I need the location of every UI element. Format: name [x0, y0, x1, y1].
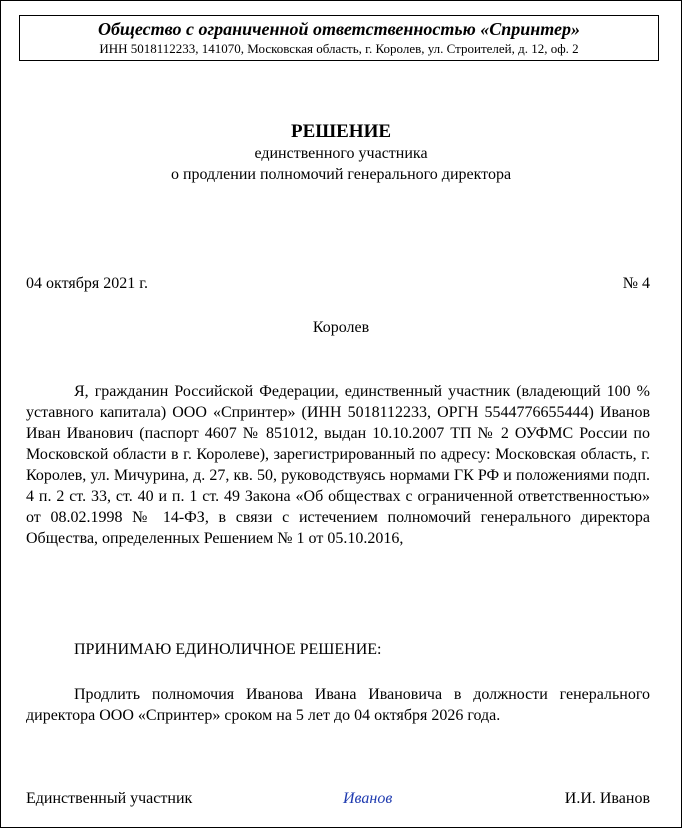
signatory-role: Единственный участник: [26, 790, 193, 807]
document-title: РЕШЕНИЕ: [290, 121, 392, 142]
document-date: 04 октября 2021 г.: [26, 275, 148, 292]
document-title-block: [0, 121, 682, 185]
document-number: № 4: [622, 275, 650, 292]
organization-header: [19, 15, 659, 61]
signatory-name: И.И. Иванов: [564, 790, 650, 807]
organization-name: Общество с ограниченной ответственностью «Спринтер»: [97, 19, 581, 39]
document-subtitle-line2: о продлении полномочий генерального директора: [170, 166, 512, 183]
handwritten-signature: Иванов: [343, 790, 393, 807]
preamble-paragraph: Я, гражданин Российской Федерации, единственный участник (владеющий 100 % уставного капитала) ООО «Спринтер» (ИНН 5018112233, ОРГН 5544776655444) Иванов Иван Иванович (паспорт 4607 № 851012, выдан 10.10.2007 ТП № 2 ОУФМС России по Московской области в г. Королеве), зарегистрированный по адресу: Московская область, г. Королев, ул. Мичурина, д. 27, кв. 50, руководствуясь нормами ГК РФ и положениями подп. 4 п. 2 ст. 33, ст. 40 и п. 1 ст. 49 Закона «Об обществах с ограниченной ответственностью» от 08.02.1998 № 14-ФЗ, в связи с истечением полномочий генерального директора Общества, определенных Решением № 1 от 05.10.2016,: [26, 383, 650, 547]
organization-details: ИНН 5018112233, 141070, Московская область, г. Королев, ул. Строителей, д. 12, оф. 2: [99, 41, 579, 56]
decision-heading: ПРИНИМАЮ ЕДИНОЛИЧНОЕ РЕШЕНИЕ:: [74, 641, 382, 658]
decision-paragraph: Продлить полномочия Иванова Ивана Ивановича в должности генерального директора ООО «Спринтер» сроком на 5 лет до 04 октября 2026 года.: [26, 686, 650, 724]
document-city: Королев: [312, 319, 370, 336]
document-subtitle-line1: единственного участника: [254, 145, 428, 162]
